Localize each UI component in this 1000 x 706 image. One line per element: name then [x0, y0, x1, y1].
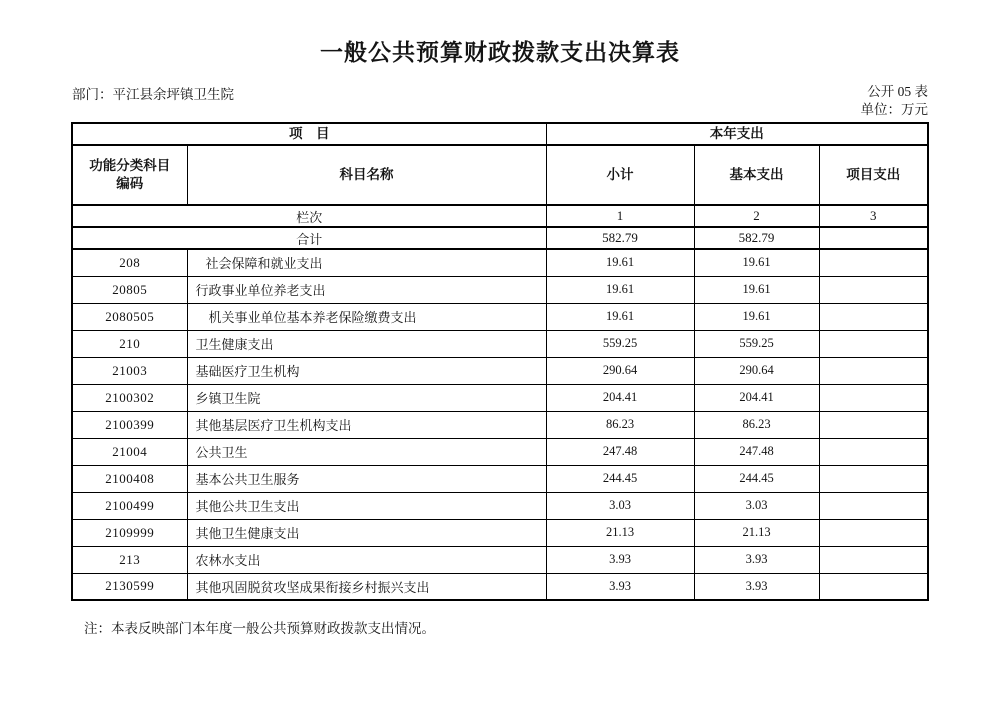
row-code: 2109999 — [72, 519, 187, 546]
row-name: 行政事业单位养老支出 — [187, 276, 546, 303]
column-index-row — [72, 205, 928, 227]
row-code: 2130599 — [72, 573, 187, 600]
header-basic-expenditure: 基本支出 — [694, 145, 819, 205]
table-row — [72, 438, 928, 465]
row-subtotal: 290.64 — [546, 357, 694, 384]
row-code: 2100408 — [72, 465, 187, 492]
row-name: 乡镇卫生院 — [187, 384, 546, 411]
column-index-2: 2 — [694, 205, 819, 227]
row-basic: 3.93 — [694, 546, 819, 573]
row-code: 2100499 — [72, 492, 187, 519]
row-subtotal: 19.61 — [546, 249, 694, 276]
row-project — [819, 276, 928, 303]
table-row — [72, 573, 928, 600]
table-rows — [72, 205, 928, 600]
row-project — [819, 303, 928, 330]
row-project — [819, 438, 928, 465]
row-basic: 19.61 — [694, 249, 819, 276]
department-label: 部门：平江县余坪镇卫生院 — [72, 87, 234, 102]
row-project — [819, 357, 928, 384]
table-row — [72, 411, 928, 438]
total-project — [819, 227, 928, 249]
row-code: 2100302 — [72, 384, 187, 411]
row-project — [819, 519, 928, 546]
row-subtotal: 3.03 — [546, 492, 694, 519]
row-name: 其他卫生健康支出 — [187, 519, 546, 546]
row-subtotal: 3.93 — [546, 546, 694, 573]
row-basic: 19.61 — [694, 276, 819, 303]
total-basic: 582.79 — [694, 227, 819, 249]
header-project-expenditure: 项目支出 — [819, 145, 928, 205]
table-row — [72, 249, 928, 276]
column-index-1: 1 — [546, 205, 694, 227]
table-meta — [72, 83, 928, 119]
header-function-code: 功能分类科目编码 — [72, 145, 187, 205]
row-basic: 244.45 — [694, 465, 819, 492]
row-subtotal: 247.48 — [546, 438, 694, 465]
column-index-3: 3 — [819, 205, 928, 227]
header-subject-name: 科目名称 — [187, 145, 546, 205]
row-project — [819, 411, 928, 438]
total-row — [72, 227, 928, 249]
header-columns-row — [72, 145, 928, 205]
table-row — [72, 276, 928, 303]
row-basic: 247.48 — [694, 438, 819, 465]
row-project — [819, 384, 928, 411]
row-subtotal: 559.25 — [546, 330, 694, 357]
meta-right-block — [861, 83, 929, 119]
table-row — [72, 546, 928, 573]
total-subtotal: 582.79 — [546, 227, 694, 249]
header-group-row — [72, 123, 928, 145]
table-row — [72, 465, 928, 492]
column-index-label: 栏次 — [72, 205, 546, 227]
page-title: 一般公共预算财政拨款支出决算表 — [320, 39, 680, 65]
row-subtotal: 19.61 — [546, 276, 694, 303]
row-basic: 19.61 — [694, 303, 819, 330]
table-row — [72, 519, 928, 546]
row-basic: 290.64 — [694, 357, 819, 384]
row-name: 机关事业单位基本养老保险缴费支出 — [187, 303, 546, 330]
row-subtotal: 244.45 — [546, 465, 694, 492]
row-basic: 204.41 — [694, 384, 819, 411]
row-project — [819, 573, 928, 600]
row-subtotal: 19.61 — [546, 303, 694, 330]
row-project — [819, 330, 928, 357]
row-basic: 86.23 — [694, 411, 819, 438]
row-code: 21004 — [72, 438, 187, 465]
row-name: 卫生健康支出 — [187, 330, 546, 357]
unit-label: 单位：万元 — [860, 102, 928, 117]
row-name: 基本公共卫生服务 — [187, 465, 546, 492]
row-project — [819, 492, 928, 519]
row-project — [819, 546, 928, 573]
row-basic: 559.25 — [694, 330, 819, 357]
row-code: 2100399 — [72, 411, 187, 438]
row-name: 其他巩固脱贫攻坚成果衔接乡村振兴支出 — [187, 573, 546, 600]
row-project — [819, 465, 928, 492]
row-code: 210 — [72, 330, 187, 357]
row-name: 农林水支出 — [187, 546, 546, 573]
header-item-group: 项 目 — [72, 123, 546, 145]
sheet-number-label: 公开 05 表 — [867, 84, 928, 99]
row-subtotal: 21.13 — [546, 519, 694, 546]
row-basic: 3.03 — [694, 492, 819, 519]
expenditure-table — [71, 122, 929, 601]
table-row — [72, 357, 928, 384]
row-subtotal: 204.41 — [546, 384, 694, 411]
row-project — [819, 249, 928, 276]
table-row — [72, 492, 928, 519]
total-label: 合计 — [72, 227, 546, 249]
table-row — [72, 303, 928, 330]
row-name: 公共卫生 — [187, 438, 546, 465]
header-year-expenditure-group: 本年支出 — [546, 123, 928, 145]
row-code: 20805 — [72, 276, 187, 303]
row-code: 2080505 — [72, 303, 187, 330]
row-name: 基础医疗卫生机构 — [187, 357, 546, 384]
row-basic: 21.13 — [694, 519, 819, 546]
footnote: 注：本表反映部门本年度一般公共预算财政拨款支出情况。 — [84, 621, 435, 636]
row-name: 其他基层医疗卫生机构支出 — [187, 411, 546, 438]
row-basic: 3.93 — [694, 573, 819, 600]
row-code: 213 — [72, 546, 187, 573]
row-code: 208 — [72, 249, 187, 276]
row-subtotal: 86.23 — [546, 411, 694, 438]
table-row — [72, 384, 928, 411]
row-name: 社会保障和就业支出 — [187, 249, 546, 276]
table-row — [72, 330, 928, 357]
row-code: 21003 — [72, 357, 187, 384]
header-subtotal: 小计 — [546, 145, 694, 205]
row-name: 其他公共卫生支出 — [187, 492, 546, 519]
row-subtotal: 3.93 — [546, 573, 694, 600]
